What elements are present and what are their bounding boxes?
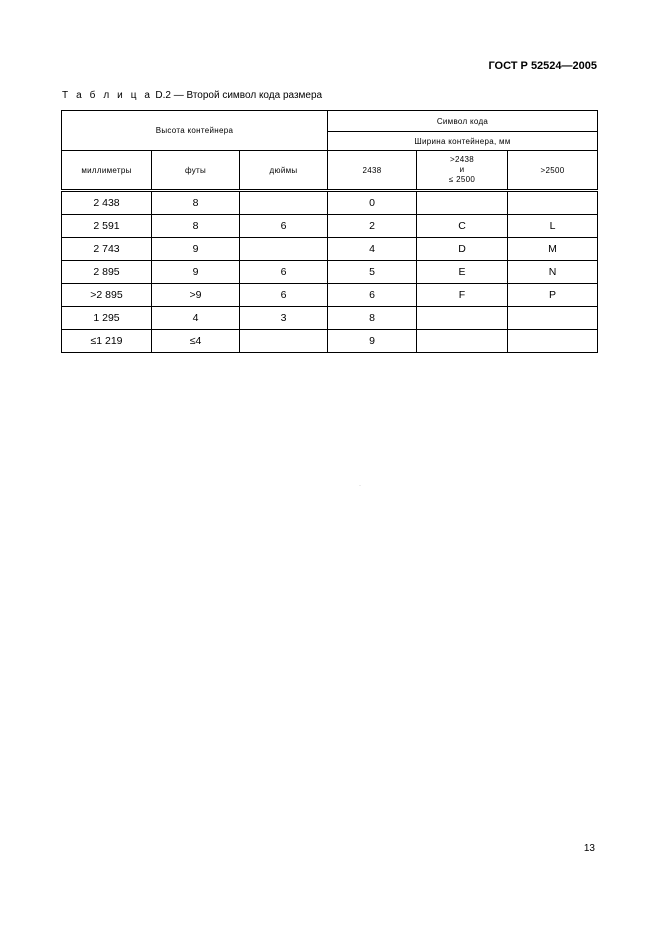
cell-ft: 9 bbox=[152, 261, 240, 284]
cell-code-2438: 4 bbox=[328, 238, 417, 261]
cell-code-2438-2500 bbox=[417, 191, 508, 215]
header-w2-line3: ≤ 2500 bbox=[448, 175, 476, 184]
cell-code-2438: 8 bbox=[328, 307, 417, 330]
cell-ft: 9 bbox=[152, 238, 240, 261]
header-container-width: Ширина контейнера, мм bbox=[328, 132, 598, 151]
table-row bbox=[62, 191, 598, 215]
table-row bbox=[62, 238, 598, 261]
cell-in: 6 bbox=[240, 261, 328, 284]
header-mm: миллиметры bbox=[62, 151, 152, 191]
table-row bbox=[62, 330, 598, 353]
cell-mm: 2 895 bbox=[62, 261, 152, 284]
cell-ft: 4 bbox=[152, 307, 240, 330]
cell-mm: 2 743 bbox=[62, 238, 152, 261]
cell-code-2438-2500: C bbox=[417, 215, 508, 238]
table-caption bbox=[62, 90, 322, 101]
standard-number: ГОСТ Р 52524—2005 bbox=[488, 60, 597, 72]
cell-in: 6 bbox=[240, 284, 328, 307]
header-width-2438-2500 bbox=[417, 151, 508, 191]
caption-prefix: Т а б л и ц а bbox=[62, 90, 153, 101]
cell-code-gt-2500 bbox=[508, 307, 598, 330]
cell-in bbox=[240, 238, 328, 261]
cell-code-2438: 9 bbox=[328, 330, 417, 353]
cell-mm: 2 438 bbox=[62, 191, 152, 215]
cell-code-2438-2500: D bbox=[417, 238, 508, 261]
header-width-gt-2500: >2500 bbox=[508, 151, 598, 191]
cell-code-2438: 6 bbox=[328, 284, 417, 307]
cell-code-gt-2500: M bbox=[508, 238, 598, 261]
caption-text: D.2 — Второй символ кода размера bbox=[152, 90, 323, 101]
cell-in: 6 bbox=[240, 215, 328, 238]
cell-ft: 8 bbox=[152, 191, 240, 215]
header-code-symbol: Символ кода bbox=[328, 111, 598, 132]
header-ft: футы bbox=[152, 151, 240, 191]
header-width-2438: 2438 bbox=[328, 151, 417, 191]
scan-speck: · bbox=[359, 483, 361, 489]
cell-code-2438-2500: F bbox=[417, 284, 508, 307]
cell-in bbox=[240, 191, 328, 215]
cell-in bbox=[240, 330, 328, 353]
header-container-height: Высота контейнера bbox=[62, 111, 328, 151]
header-w2-line1: >2438 bbox=[450, 155, 474, 164]
cell-code-gt-2500 bbox=[508, 330, 598, 353]
cell-code-2438: 5 bbox=[328, 261, 417, 284]
cell-code-2438-2500 bbox=[417, 307, 508, 330]
cell-code-gt-2500: N bbox=[508, 261, 598, 284]
header-in: дюймы bbox=[240, 151, 328, 191]
cell-code-2438: 2 bbox=[328, 215, 417, 238]
cell-code-gt-2500: L bbox=[508, 215, 598, 238]
cell-in: 3 bbox=[240, 307, 328, 330]
cell-code-gt-2500 bbox=[508, 191, 598, 215]
cell-ft: 8 bbox=[152, 215, 240, 238]
cell-mm: 2 591 bbox=[62, 215, 152, 238]
table-row bbox=[62, 215, 598, 238]
cell-mm: >2 895 bbox=[62, 284, 152, 307]
cell-code-2438-2500: E bbox=[417, 261, 508, 284]
header-w2-line2: и bbox=[459, 165, 465, 174]
cell-mm: 1 295 bbox=[62, 307, 152, 330]
cell-code-gt-2500: P bbox=[508, 284, 598, 307]
cell-code-2438: 0 bbox=[328, 191, 417, 215]
page-number: 13 bbox=[583, 843, 595, 854]
cell-ft: ≤4 bbox=[152, 330, 240, 353]
cell-mm: ≤1 219 bbox=[62, 330, 152, 353]
cell-ft: >9 bbox=[152, 284, 240, 307]
cell-code-2438-2500 bbox=[417, 330, 508, 353]
size-code-table bbox=[61, 110, 598, 353]
table-row bbox=[62, 284, 598, 307]
table-row bbox=[62, 307, 598, 330]
table-row bbox=[62, 261, 598, 284]
